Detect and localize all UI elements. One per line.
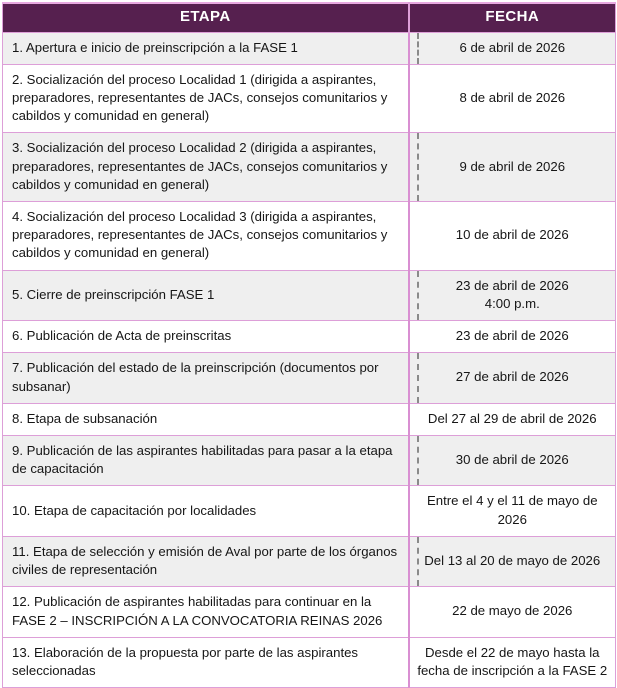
table-row	[3, 436, 616, 486]
table-row	[3, 353, 616, 403]
cell-etapa: 9. Publicación de las aspirantes habilitadas para pasar a la etapa de capacitación	[3, 436, 409, 486]
cell-fecha: Del 13 al 20 de mayo de 2026	[409, 536, 616, 586]
table-row	[3, 321, 616, 353]
cell-etapa: 8. Etapa de subsanación	[3, 403, 409, 435]
cell-fecha: 23 de abril de 2026 4:00 p.m.	[409, 270, 616, 320]
cell-etapa: 7. Publicación del estado de la preinscripción (documentos por subsanar)	[3, 353, 409, 403]
table-body	[3, 32, 616, 688]
cell-etapa: 12. Publicación de aspirantes habilitadas para continuar en la FASE 2 – INSCRIPCIÓN A LA CONVOCATORIA REINAS 2026	[3, 587, 409, 637]
cell-fecha: 23 de abril de 2026	[409, 321, 616, 353]
table-header	[3, 3, 616, 32]
table-row	[3, 403, 616, 435]
table-row	[3, 32, 616, 64]
cell-fecha: 6 de abril de 2026	[409, 32, 616, 64]
cell-etapa: 2. Socialización del proceso Localidad 1 (dirigida a aspirantes, preparadores, representantes de JACs, consejos comunitarios y cabildos y comunidad en general)	[3, 64, 409, 133]
table-row	[3, 64, 616, 133]
table-row	[3, 486, 616, 536]
header-row	[3, 3, 616, 32]
cell-fecha: Del 27 al 29 de abril de 2026	[409, 403, 616, 435]
table-row	[3, 270, 616, 320]
cell-etapa: 11. Etapa de selección y emisión de Aval por parte de los órganos civiles de representación	[3, 536, 409, 586]
cell-etapa: 4. Socialización del proceso Localidad 3 (dirigida a aspirantes, preparadores, representantes de JACs, consejos comunitarios y cabildos y comunidad en general)	[3, 202, 409, 271]
column-header-fecha: FECHA	[409, 3, 616, 32]
table-row	[3, 202, 616, 271]
cell-fecha: Entre el 4 y el 11 de mayo de 2026	[409, 486, 616, 536]
cell-fecha: 27 de abril de 2026	[409, 353, 616, 403]
cell-etapa: 1. Apertura e inicio de preinscripción a la FASE 1	[3, 32, 409, 64]
schedule-table	[2, 2, 616, 688]
cell-fecha: 8 de abril de 2026	[409, 64, 616, 133]
cell-fecha: 30 de abril de 2026	[409, 436, 616, 486]
cell-etapa: 6. Publicación de Acta de preinscritas	[3, 321, 409, 353]
column-header-etapa: ETAPA	[3, 3, 409, 32]
table-row	[3, 637, 616, 687]
cell-etapa: 10. Etapa de capacitación por localidades	[3, 486, 409, 536]
cell-fecha: 9 de abril de 2026	[409, 133, 616, 202]
cell-fecha: 10 de abril de 2026	[409, 202, 616, 271]
cell-etapa: 5. Cierre de preinscripción FASE 1	[3, 270, 409, 320]
table-row	[3, 133, 616, 202]
cell-etapa: 3. Socialización del proceso Localidad 2 (dirigida a aspirantes, preparadores, representantes de JACs, consejos comunitarios y cabildos y comunidad en general)	[3, 133, 409, 202]
table-row	[3, 587, 616, 637]
cell-fecha: Desde el 22 de mayo hasta la fecha de inscripción a la FASE 2	[409, 637, 616, 687]
table-row	[3, 536, 616, 586]
cell-fecha: 22 de mayo de 2026	[409, 587, 616, 637]
cell-etapa: 13. Elaboración de la propuesta por parte de las aspirantes seleccionadas	[3, 637, 409, 687]
